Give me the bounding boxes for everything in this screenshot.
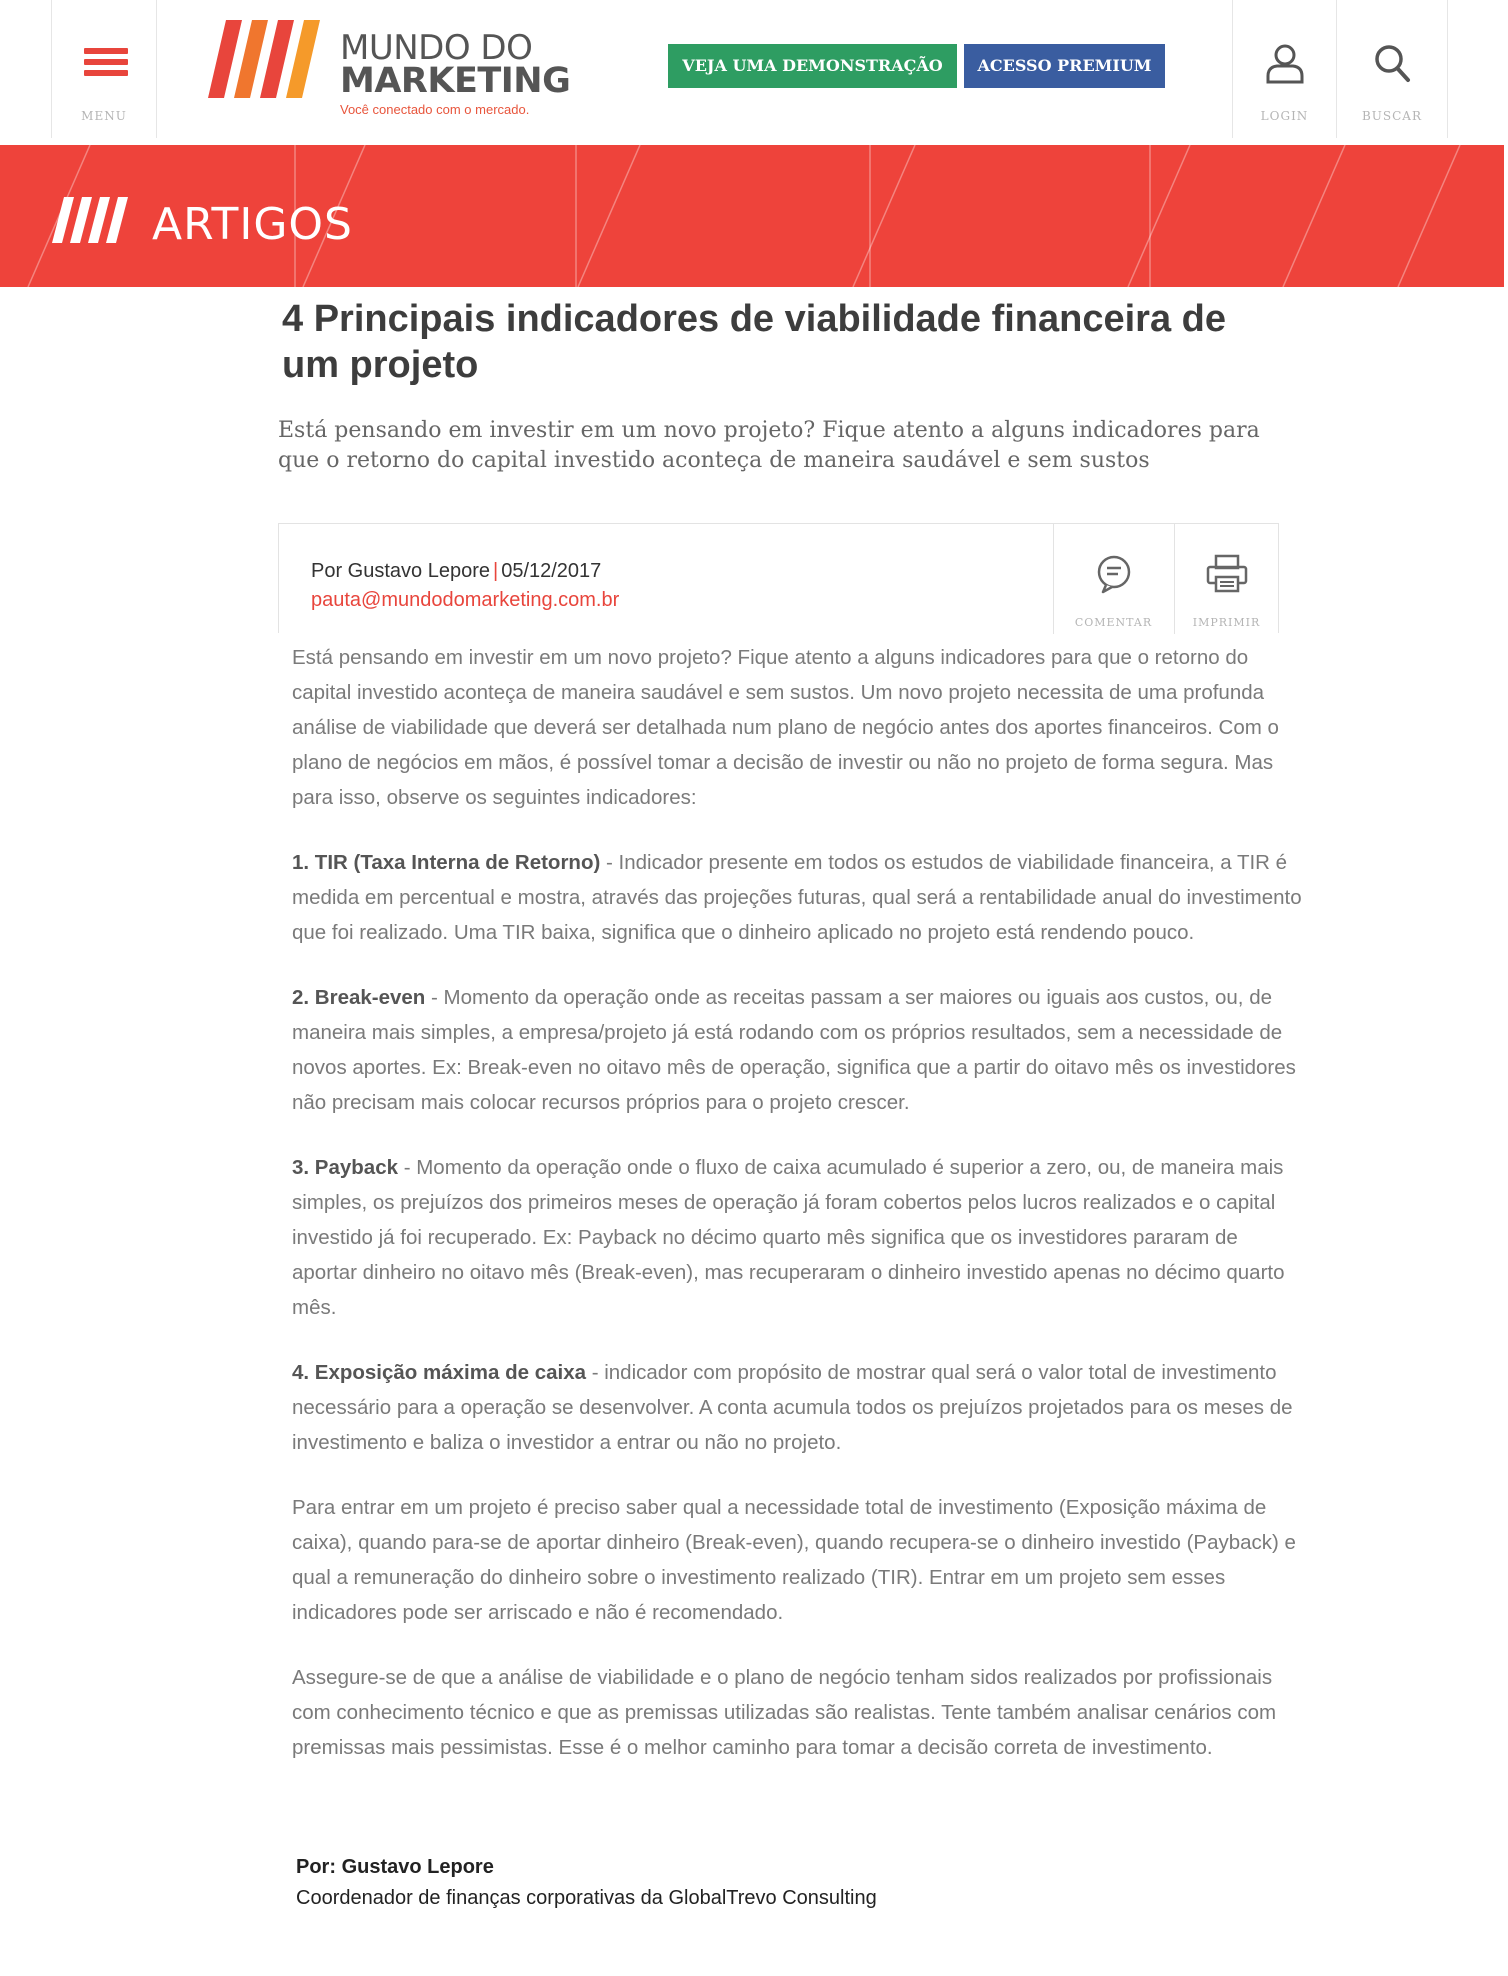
section-banner <box>0 145 1504 287</box>
search-icon <box>1372 42 1412 84</box>
comment-icon <box>1094 554 1134 594</box>
comment-button[interactable] <box>1053 524 1173 634</box>
article-intro: Está pensando em investir em um novo projeto? Fique atento a alguns indicadores para que o retorno do capital investido aconteça de maneira saudável e sem sustos. Um novo projeto necessita de uma profunda análise de viabilidade que deverá ser detalhada num plano de negócio antes dos aportes financeiros. Com o plano de negócios em mãos, é possível tomar a decisão de investir ou não no projeto de forma segura. Mas para isso, observe os seguintes indicadores: <box>292 646 1279 809</box>
logo-line2: MARKETING <box>340 61 571 101</box>
indicator-text: - Momento da operação onde as receitas passam a ser maiores ou iguais aos custos, ou, de maneira mais simples, a empresa/projeto já está rodando com os próprios resultados, sem a necessidade de novos aportes. Ex: Break-even no oitavo mês de operação, significa que a partir do oitavo mês os investidores não precisam mais colocar recursos próprios para o projeto crescer. <box>292 986 1296 1114</box>
author-date-line <box>311 560 601 583</box>
article-meta <box>278 523 1279 633</box>
logo-line1: MUNDO DO <box>340 28 533 68</box>
search-button[interactable] <box>1336 0 1448 138</box>
article-body <box>292 640 1302 1795</box>
author-byline <box>296 1852 877 1914</box>
indicator-term: 4. Exposição máxima de caixa <box>292 1361 586 1384</box>
byline-colon: : <box>329 1856 342 1878</box>
article-title: 4 Principais indicadores de viabilidade financeira de um projeto <box>282 298 1227 386</box>
author-name: Por Gustavo Lepore <box>311 560 490 582</box>
byline-name: Gustavo Lepore <box>341 1856 494 1878</box>
printer-icon <box>1206 554 1248 594</box>
comment-label: COMENTAR <box>1074 616 1153 629</box>
site-logo[interactable] <box>208 18 571 118</box>
byline-role: Coordenador de finanças corporativas da GlobalTrevo Consulting <box>296 1887 877 1909</box>
byline-label: Por <box>296 1856 330 1878</box>
indicator-tir <box>292 845 1302 950</box>
mundo-marketing-logo-mark-icon <box>208 20 328 100</box>
indicator-text: - Momento da operação onde o fluxo de caixa acumulado é superior a zero, ou, de maneira mais simples, os prejuízos dos primeiros meses de operação já foram cobertos pelos lucros realizados e o capital investido já foi recuperado. Ex: Payback no décimo quarto mês significa que os investidores pararam de aportar dinheiro no oitavo mês (Break-even), mas recuperaram o dinheiro investido apenas no décimo quarto mês. <box>292 1156 1285 1319</box>
premium-access-button[interactable]: ACESSO PREMIUM <box>964 44 1165 88</box>
article-conclusion-1: Para entrar em um projeto é preciso saber qual a necessidade total de investimento (Exposição máxima de caixa), quando para-se de aportar dinheiro (Break-even), quando recupera-se o dinheiro investido (Payback) e qual a remuneração do dinheiro sobre o investimento realizado (TIR). Entrar em um projeto sem esses indicadores pode ser arriscado e não é recomendado. <box>292 1496 1296 1624</box>
indicator-term: 2. Break-even <box>292 986 426 1009</box>
user-icon <box>1265 42 1305 84</box>
publish-date: 05/12/2017 <box>501 560 602 582</box>
search-label: BUSCAR <box>1361 109 1423 123</box>
byline-author-line <box>296 1852 877 1883</box>
menu-label: MENU <box>81 109 127 123</box>
print-button[interactable] <box>1174 524 1278 634</box>
indicator-text: - indicador com propósito de mostrar qual será o valor total de investimento necessário para a operação se desenvolver. A conta acumula todos os prejuízos projetados para os meses de investimento e baliza o investidor a entrar ou não no projeto. <box>292 1361 1293 1454</box>
login-label: LOGIN <box>1260 109 1309 123</box>
artigos-logo-icon <box>52 197 138 243</box>
site-header <box>0 0 1508 143</box>
article-subtitle: Está pensando em investir em um novo projeto? Fique atento a alguns indicadores para que o retorno do capital investido aconteça de maneira saudável e sem sustos <box>278 418 1260 473</box>
menu-button[interactable] <box>51 0 157 138</box>
logo-text <box>340 28 571 117</box>
section-title: ARTIGOS <box>152 199 353 250</box>
login-button[interactable] <box>1232 0 1337 138</box>
indicator-term: 3. Payback <box>292 1156 398 1179</box>
article-conclusion-2: Assegure-se de que a análise de viabilidade e o plano de negócio tenham sidos realizados por profissionais com conhecimento técnico e que as premissas utilizadas são realistas. Tente também analisar cenários com premissas mais pessimistas. Esse é o melhor caminho para tomar a decisão correta de investimento. <box>292 1666 1277 1759</box>
indicator-term: 1. TIR (Taxa Interna de Retorno) <box>292 851 601 874</box>
indicator-text: - Indicador presente em todos os estudos de viabilidade financeira, a TIR é medida em percentual e mostra, através das projeções futuras, qual será a rentabilidade anual do investimento que foi realizado. Uma TIR baixa, significa que o dinheiro aplicado no projeto está rendendo pouco. <box>292 851 1302 944</box>
indicator-break-even <box>292 980 1302 1120</box>
print-label: IMPRIMIR <box>1192 616 1261 629</box>
indicator-payback <box>292 1150 1302 1325</box>
hamburger-icon <box>84 48 128 76</box>
author-email-link[interactable]: pauta@mundodomarketing.com.br <box>311 589 620 611</box>
meta-separator: | <box>493 560 499 582</box>
demo-button[interactable]: VEJA UMA DEMONSTRAÇÃO <box>668 44 957 88</box>
indicator-cash-exposure <box>292 1355 1302 1460</box>
logo-tagline: Você conectado com o mercado. <box>340 102 530 117</box>
